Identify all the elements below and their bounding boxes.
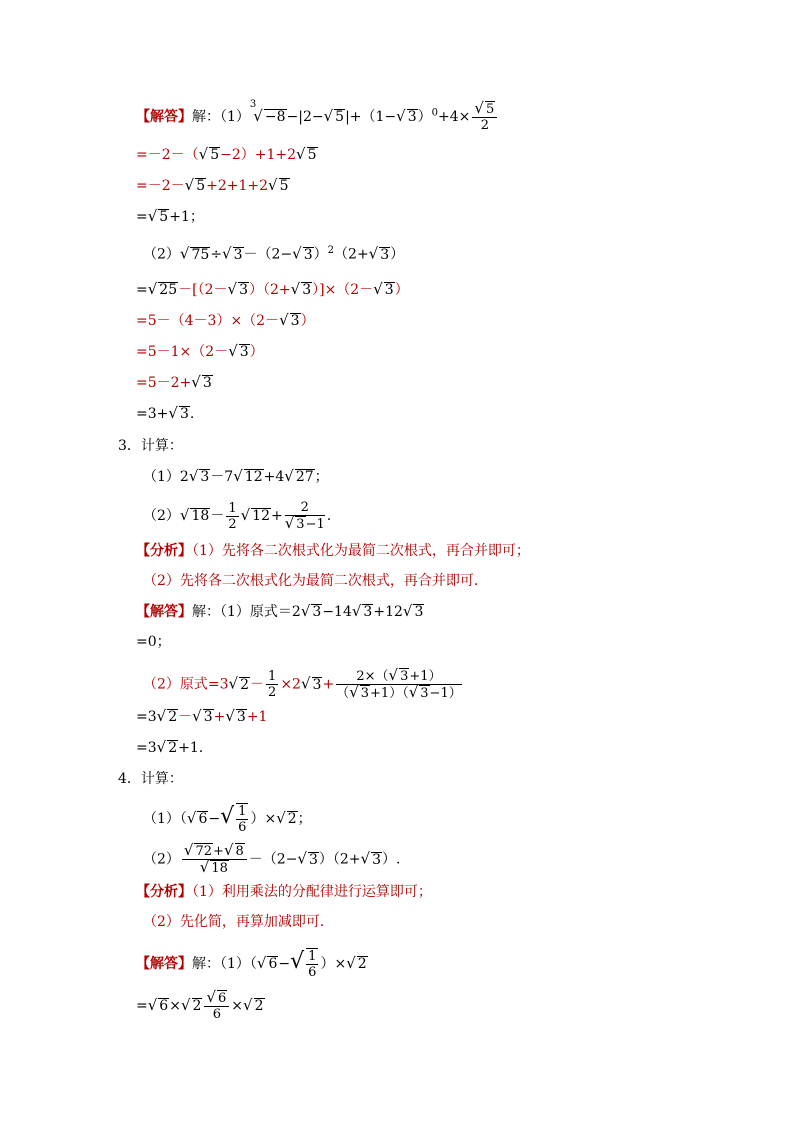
fraction: $\frac{1}{6}$: [308, 949, 317, 980]
q4-answer-1: 【解答】解：（1）（√ 6−√ $\frac{1}{6}$ ）×√ 2: [136, 949, 367, 980]
fraction: $\frac{1}{6}$: [238, 804, 247, 835]
fraction: $\frac{√ 5}{2}$: [472, 101, 497, 133]
answer-tag: 【解答】: [136, 109, 192, 125]
q2-part2-step-1: =√ 25－[（2－√ 3）（2+√ 3）]×（2－√ 3）: [136, 280, 409, 298]
q2-part2-step-5: =3+√ 3.: [136, 404, 195, 422]
q3-answer-1: 【解答】解：（1）原式＝2√ 3−14√ 3+12√ 3: [136, 602, 424, 620]
q3-answer-5: =3√ 2+1.: [136, 738, 204, 756]
q4-analysis-2: （2）先化简，再算加减即可．: [143, 914, 334, 930]
q3-part1: （1）2√ 3－7√ 12+4√ 27；: [143, 467, 329, 485]
q4-analysis-1: 【分析】（1）利用乘法的分配律进行运算即可；: [136, 884, 432, 900]
q2-answer-line-1: 【解答】解：$(1)^3√ -8-|2-√$ 5|+（1−√ 3）$^0$+4× $\frac{√ 5}{2}$: [136, 101, 499, 123]
q2-part2-step-2: =5－（4－3）×（2－√ 3）: [136, 311, 315, 329]
fraction: $\frac{2\times(√ 3+1)}{(√ 3+1)(√ 3-1)}$: [336, 666, 462, 701]
q3-title: 3．计算：: [118, 438, 183, 454]
fraction: $\frac{√ 72+√ 8}{√ 18}$: [182, 843, 247, 876]
q3-part2: （2）√ 18－ $\frac{1}{2}$ √ 12+ $\frac{2}{√ 3-1}$ .: [143, 500, 332, 532]
q3-analysis-2: （2）先将各二次根式化为最简二次根式，再合并即可．: [143, 573, 488, 589]
q4-answer-2: =√ 6×√ 2 $\frac{√ 6}{6}$ ×√ 2: [136, 988, 264, 1022]
q2-part2-step-3: =5－1×（2－√ 3）: [136, 342, 264, 360]
q2-step-2: =－2－√ 5+2+1+2√ 5: [136, 176, 289, 194]
fraction: $\frac{1}{2}$: [268, 669, 277, 700]
fraction: $\frac{√ 6}{6}$: [204, 990, 229, 1022]
q4-part1: （1）（√ 6−√ $\frac{1}{6}$ ）×√ 2；: [143, 804, 312, 835]
q2-step-3: =√ 5+1；: [136, 207, 204, 225]
q2-part2-question: （2）√ 75÷√ 3－（2−√ 3）$^2$（2+√ 3）: [143, 244, 405, 263]
q3-answer-4: =3√ 2－√ 3+√ 3+1: [136, 707, 268, 725]
q4-title: 4．计算：: [118, 771, 183, 787]
q4-part2: （2） $\frac{√ 72+√ 8}{√ 18}$ －（2−√ 3）（2+√ 3）.: [143, 841, 401, 876]
q3-answer-2: =0；: [136, 634, 171, 650]
fraction: $\frac{2}{√ 3-1}$: [284, 500, 325, 532]
fraction: $\frac{1}{2}$: [228, 500, 237, 532]
q3-answer-3: （2）原式=3√ 2－ $\frac{1}{2}$ ×2√ 3+ $\frac{2\times(√ 3+1)}{(√ 3+1)(√ 3-1)}$: [143, 666, 462, 701]
q2-step-1: =－2－（√ 5−2）+1+2√ 5: [136, 145, 317, 163]
q3-analysis-1: 【分析】（1）先将各二次根式化为最简二次根式，再合并即可；: [136, 543, 530, 559]
q2-part2-step-4: =5－2+√ 3: [136, 373, 212, 391]
